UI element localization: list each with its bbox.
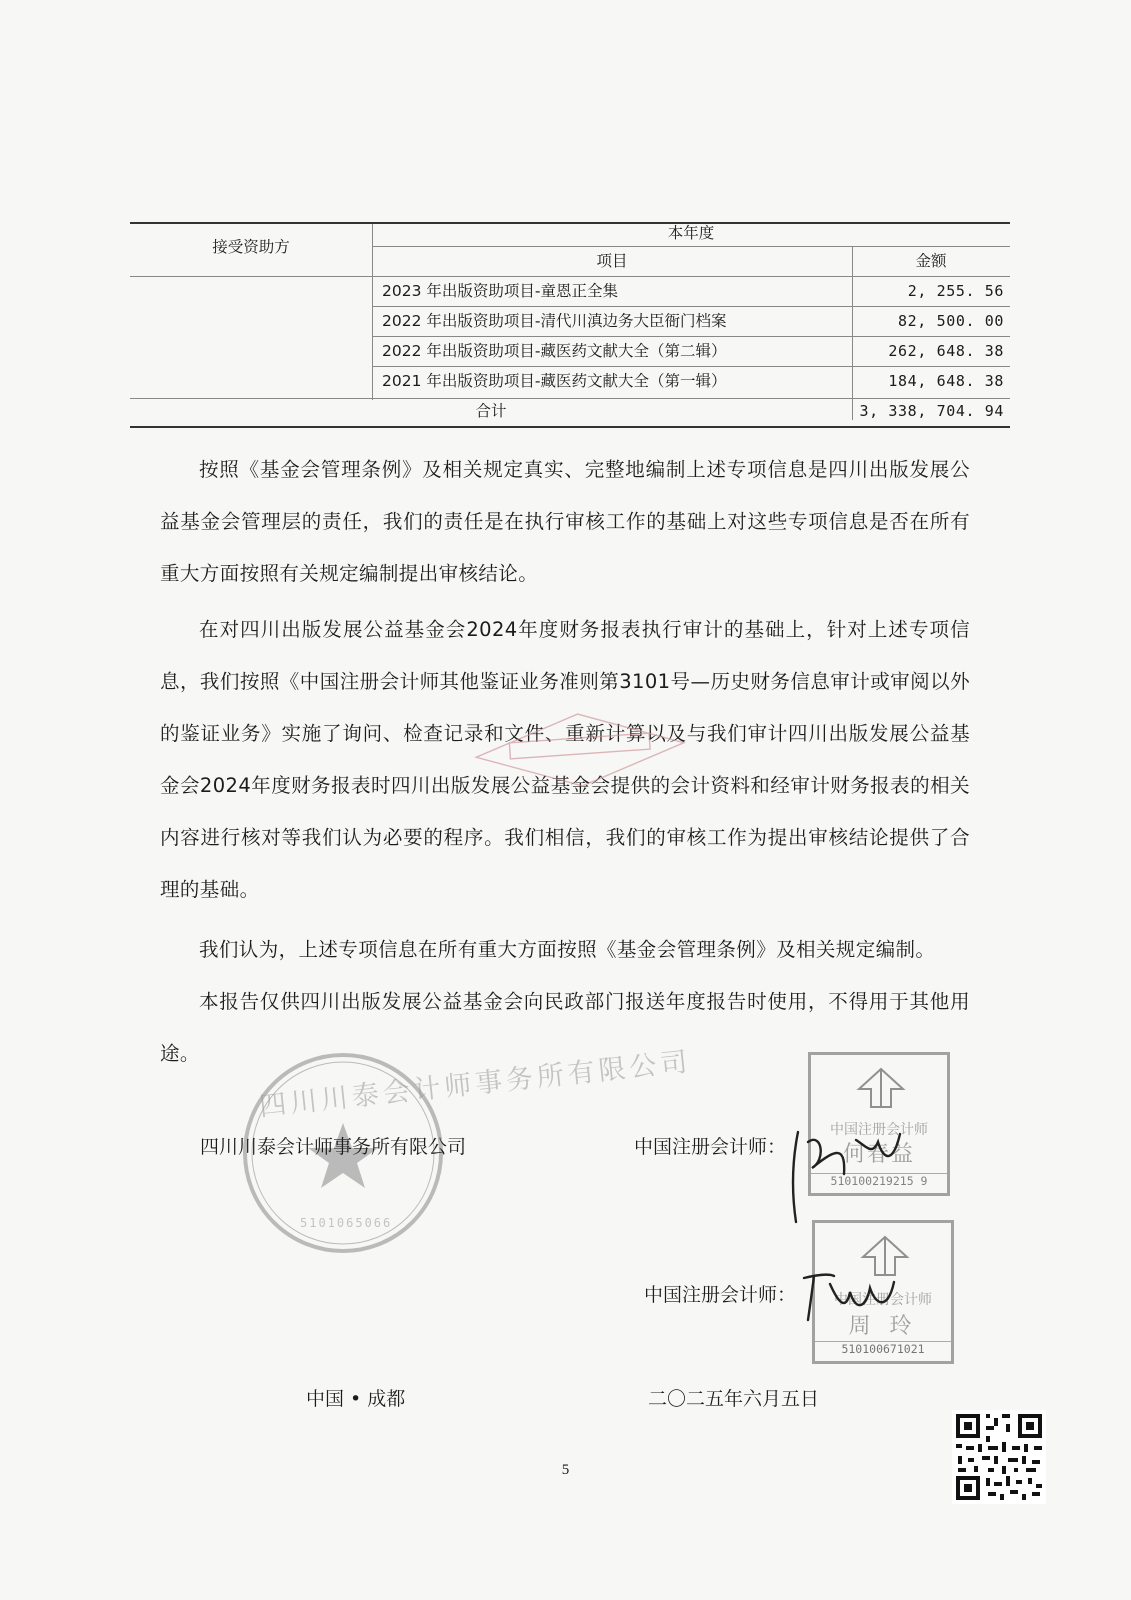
total-label: 合计 [475,402,507,420]
cpa-label-1: 中国注册会计师： [634,1136,787,1158]
paragraph-responsibility: 按照《基金会管理条例》及相关规定真实、完整地编制上述专项信息是四川出版发展公益基金会管理层的责任，我们的责任是在执行审核工作的基础上对这些专项信息是否在所有重大方面按照有关规定编制提出审核结论。 [160,458,970,585]
row-amount: 2, 255. 56 [907,282,1004,300]
total-amount: 3, 338, 704. 94 [859,402,1004,420]
cpa2-stamp-name: 周 玲 [848,1314,918,1339]
cpa2-signature-icon [790,1262,910,1332]
cpa1-stamp-number: 510100219215 9 [811,1173,947,1188]
qr-code-icon [952,1410,1046,1504]
cpa1-emblem-icon [851,1063,911,1113]
cpa-label-2: 中国注册会计师： [644,1284,797,1306]
paragraph-procedures: 在对四川出版发展公益基金会2024年度财务报表执行审计的基础上，针对上述专项信息，我们按照《中国注册会计师其他鉴证业务准则第3101号—历史财务信息审计或审阅以外的鉴证业务》实施了询问、检查记录和文件、重新计算以及与我们审计四川出版发展公益基金会2024年度财务报表时四川出版发展公益基金会提供的会计资料和经审计财务报表的相关内容进行核对等我们认为必要的程序。我们相信，我们的审核工作为提出审核结论提供了合理的基础。 [160,618,970,901]
header-current-year: 本年度 [667,224,715,242]
row-amount: 82, 500. 00 [898,312,1004,330]
location: 中国 • 成都 [306,1388,406,1410]
header-amount: 金额 [915,252,947,270]
row-item: 2022 年出版资助项目-清代川滇边务大臣衙门档案 [382,312,727,330]
firm-seal-text: 四川川泰会计师事务所有限公司 [257,1046,693,1123]
row-item: 2022 年出版资助项目-藏医药文献大全（第二辑） [382,342,727,360]
total-rule [130,398,1010,399]
row-item: 2023 年出版资助项目-童恩正全集 [382,282,618,300]
cpa2-stamp-title: 中国注册会计师 [834,1292,932,1308]
header-item: 项目 [596,252,628,270]
table-bottom-rule [130,426,1010,428]
table-header-rule [372,246,1010,247]
report-date: 二〇二五年六月五日 [648,1388,820,1410]
firm-name: 四川川泰会计师事务所有限公司 [200,1136,467,1158]
header-recipient: 接受资助方 [212,238,290,256]
table-divider-v2 [852,246,853,420]
cpa1-stamp-name: 何春益 [842,1142,915,1167]
row-amount: 184, 648. 38 [888,372,1004,390]
row-rule [372,306,1010,307]
table-header-bottom-rule [130,276,1010,277]
page-number: 5 [561,1462,570,1478]
row-rule [372,366,1010,367]
faint-stamp-icon [470,710,690,790]
cpa1-signature-icon [782,1112,912,1232]
cpa1-stamp-title: 中国注册会计师 [830,1122,928,1138]
cpa2-stamp-number: 510100671021 [815,1341,951,1356]
row-rule [372,336,1010,337]
paragraph-conclusion: 我们认为，上述专项信息在所有重大方面按照《基金会管理条例》及相关规定编制。 [199,938,936,961]
paragraph-usage: 本报告仅供四川出版发展公益基金会向民政部门报送年度报告时使用，不得用于其他用途。 [160,990,970,1065]
row-amount: 262, 648. 38 [888,342,1004,360]
firm-seal-number: 5101065066 [300,1216,393,1230]
row-item: 2021 年出版资助项目-藏医药文献大全（第一辑） [382,372,727,390]
